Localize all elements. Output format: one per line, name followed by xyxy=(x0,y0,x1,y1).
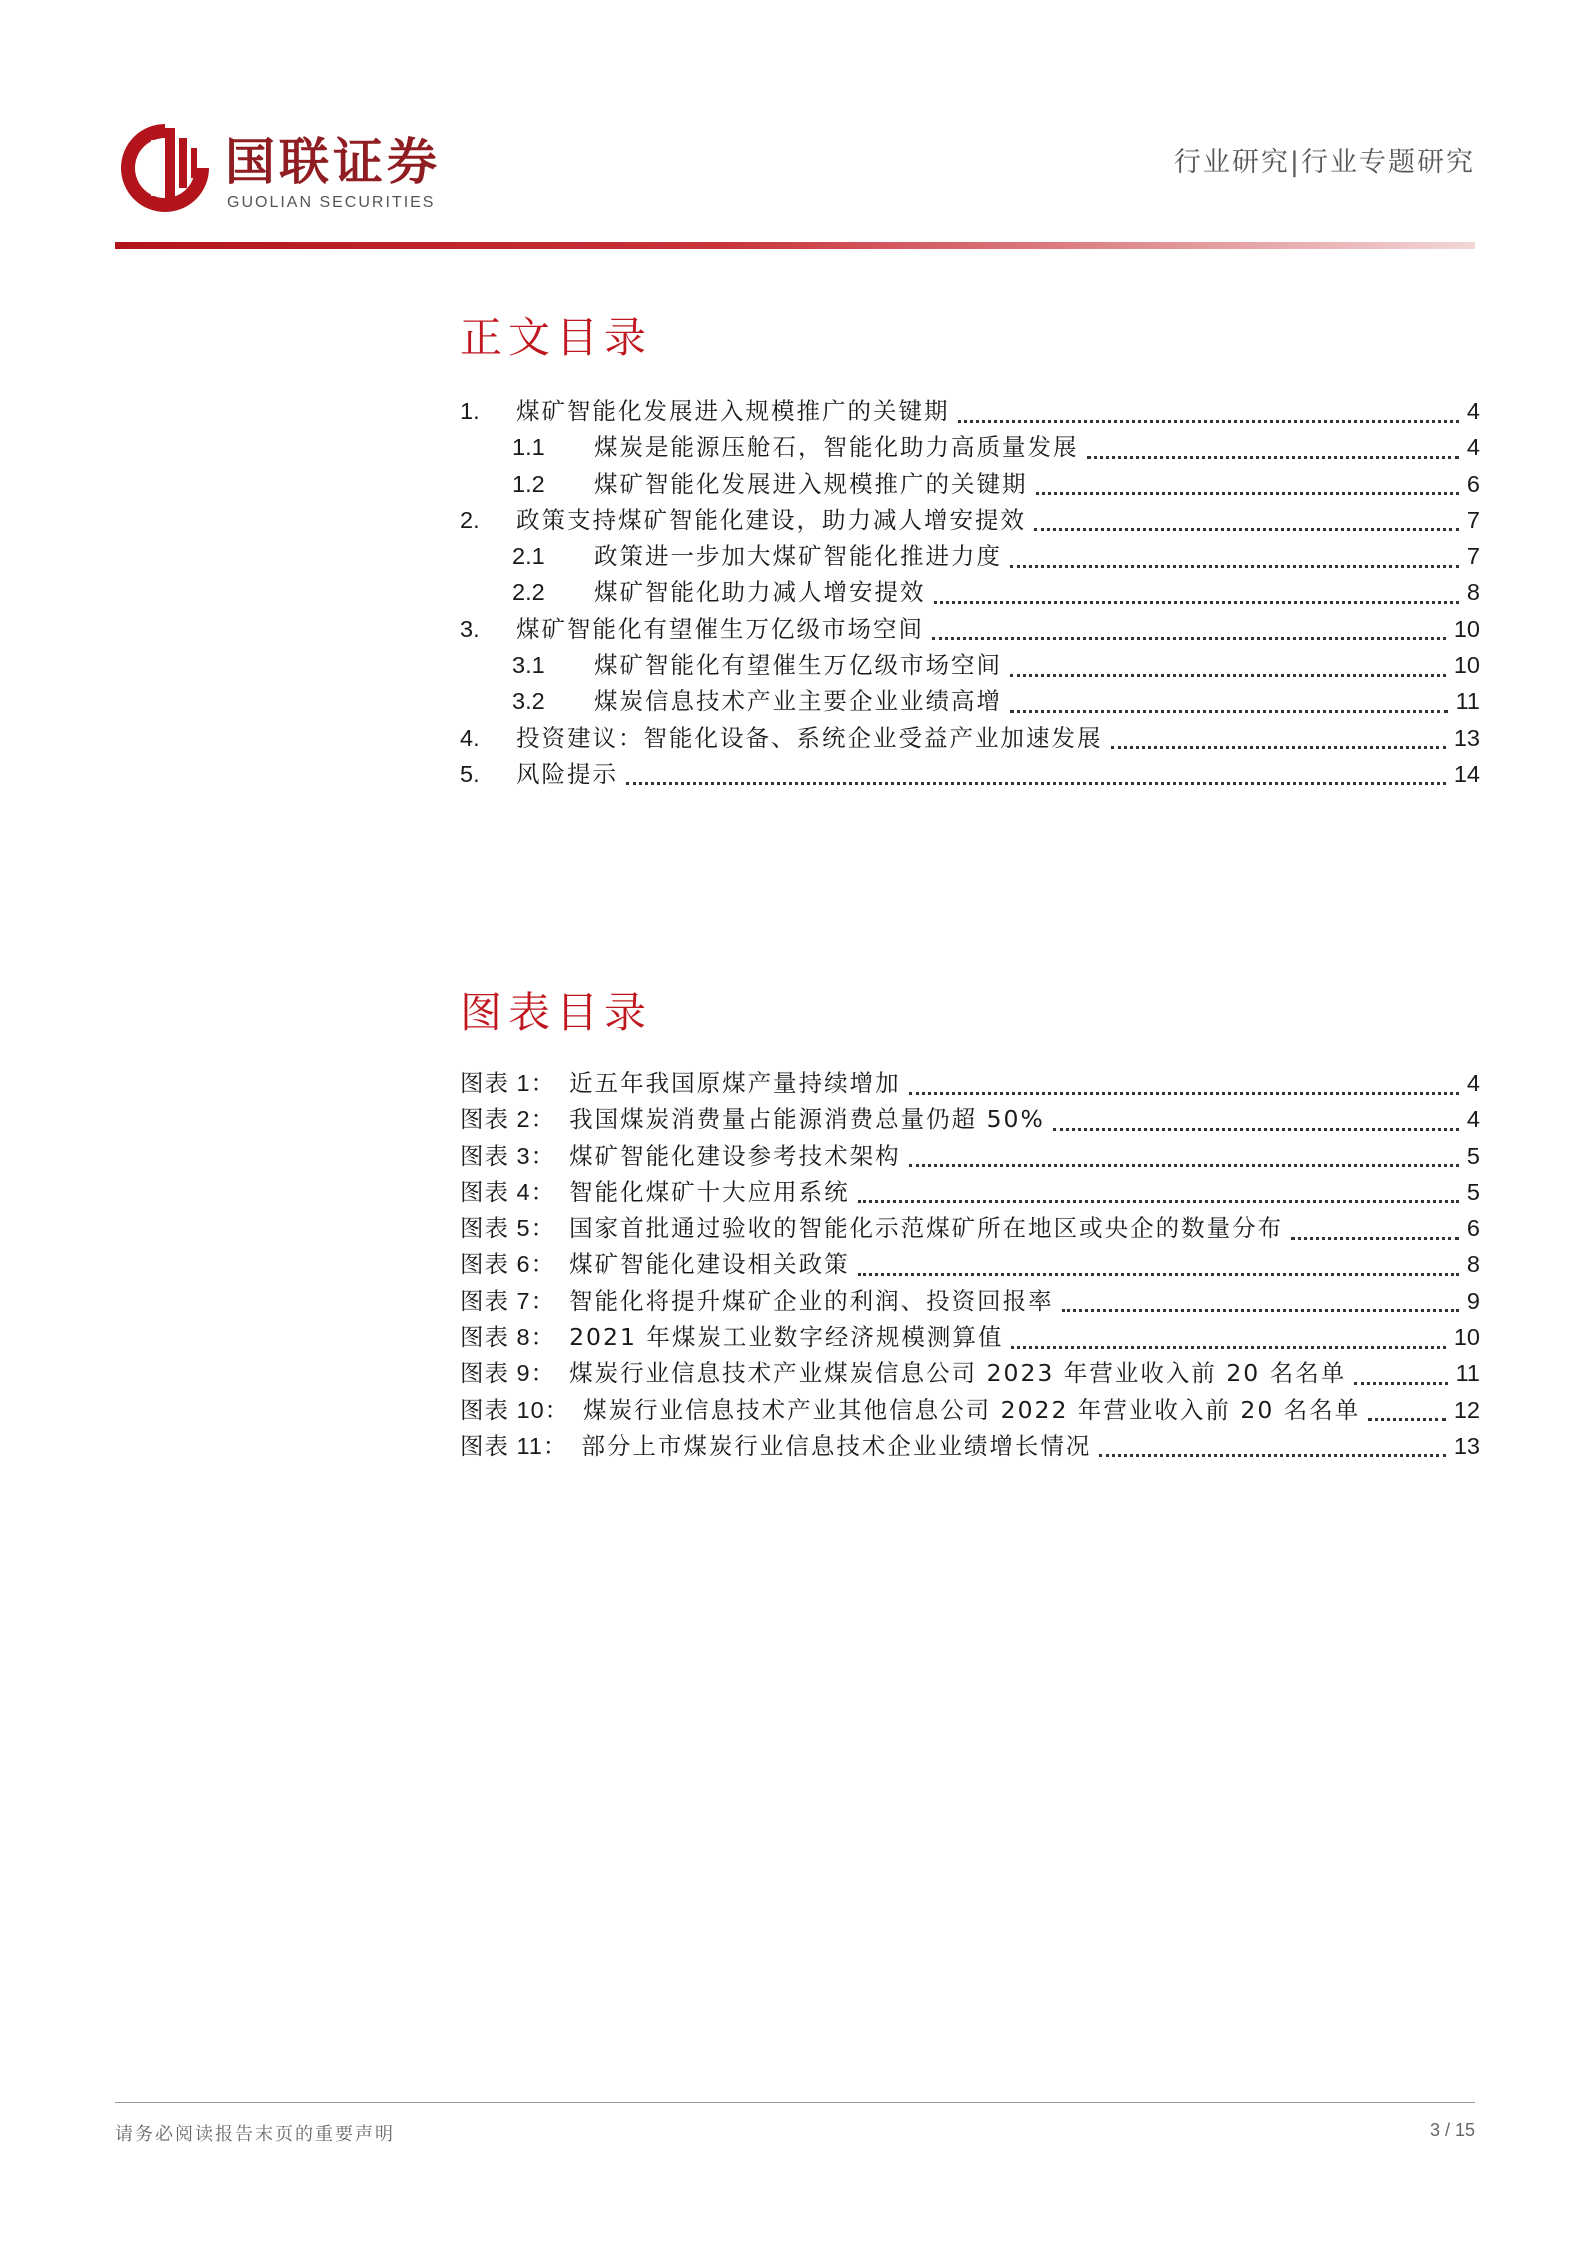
figure-entry[interactable] xyxy=(460,1100,1480,1136)
entry-page-number: 5 xyxy=(1466,1178,1480,1205)
figure-entry[interactable] xyxy=(460,1245,1480,1281)
entry-page-number: 10 xyxy=(1453,652,1480,679)
toc-entry[interactable] xyxy=(460,573,1480,609)
figure-entry[interactable] xyxy=(460,1354,1480,1390)
entry-title: 煤矿智能化建设参考技术架构 xyxy=(569,1141,901,1170)
entry-title: 智能化煤矿十大应用系统 xyxy=(569,1177,850,1206)
entry-page-number: 4 xyxy=(1466,398,1480,424)
entry-title: 2021 年煤炭工业数字经济规模测算值 xyxy=(569,1323,1004,1352)
entry-title: 煤矿智能化建设相关政策 xyxy=(569,1250,850,1279)
toc-entry[interactable] xyxy=(460,610,1480,646)
dot-leader xyxy=(858,1177,1459,1204)
figure-entry[interactable] xyxy=(460,1427,1480,1463)
entry-number: 图表 1： xyxy=(460,1070,556,1096)
figure-entry[interactable] xyxy=(460,1318,1480,1354)
entry-page-number: 6 xyxy=(1466,470,1480,497)
figure-entry[interactable] xyxy=(460,1391,1480,1427)
dot-leader xyxy=(1011,1322,1445,1349)
toc-entry[interactable] xyxy=(460,501,1480,537)
figure-entry[interactable] xyxy=(460,1282,1480,1318)
entry-number: 图表 4： xyxy=(460,1178,556,1205)
entry-title: 煤炭是能源压舱石，智能化助力高质量发展 xyxy=(594,433,1079,462)
guolian-logo xyxy=(115,118,535,218)
report-type: 行业研究|行业专题研究 xyxy=(1173,147,1475,178)
entry-page-number: 11 xyxy=(1455,688,1480,715)
dot-leader xyxy=(1368,1395,1446,1422)
entry-title: 煤炭行业信息技术产业煤炭信息公司 2023 年营业收入前 20 名名单 xyxy=(569,1359,1347,1388)
entry-number: 1.1 xyxy=(512,434,545,461)
entry-title: 近五年我国原煤产量持续增加 xyxy=(569,1069,901,1097)
dot-leader xyxy=(626,759,1446,786)
logo-en-text: GUOLIAN SECURITIES xyxy=(227,194,436,211)
dot-leader xyxy=(909,1141,1459,1168)
entry-number: 2. xyxy=(460,506,480,533)
entry-page-number: 7 xyxy=(1466,506,1480,533)
dot-leader xyxy=(932,614,1446,641)
toc-entry[interactable] xyxy=(460,537,1480,573)
entry-page-number: 10 xyxy=(1453,615,1480,642)
entry-title: 风险提示 xyxy=(516,759,618,788)
entry-title: 我国煤炭消费量占能源消费总量仍超 50% xyxy=(569,1105,1045,1134)
entry-title: 智能化将提升煤矿企业的利润、投资回报率 xyxy=(569,1286,1054,1315)
entry-number: 图表 11： xyxy=(460,1432,568,1459)
entry-number: 图表 3： xyxy=(460,1142,556,1169)
entry-title: 部分上市煤炭行业信息技术企业业绩增长情况 xyxy=(581,1431,1092,1460)
dot-leader xyxy=(1354,1358,1447,1385)
entry-title: 煤矿智能化有望催生万亿级市场空间 xyxy=(516,614,924,643)
entry-number: 图表 5： xyxy=(460,1215,556,1242)
toc-entry[interactable] xyxy=(460,428,1480,464)
toc-entry[interactable] xyxy=(460,646,1480,682)
logo-cn-text: 国联证券 xyxy=(225,133,441,191)
entry-number: 5. xyxy=(460,760,480,787)
entry-number: 4. xyxy=(460,724,480,751)
entry-page-number: 7 xyxy=(1466,543,1480,570)
entry-title: 煤炭信息技术产业主要企业业绩高增 xyxy=(594,687,1002,716)
figure-entry[interactable] xyxy=(460,1064,1480,1100)
entry-page-number: 14 xyxy=(1453,760,1480,787)
figure-entry[interactable] xyxy=(460,1173,1480,1209)
toc-entry[interactable] xyxy=(460,682,1480,718)
entry-number: 3.2 xyxy=(512,688,545,715)
dot-leader xyxy=(1010,650,1446,677)
figure-list-title: 图表目录 xyxy=(460,988,653,1037)
figure-list xyxy=(460,1064,1480,1463)
toc-entry[interactable] xyxy=(460,719,1480,755)
entry-title: 政策进一步加大煤矿智能化推进力度 xyxy=(594,542,1002,571)
entry-page-number: 4 xyxy=(1466,434,1480,461)
guolian-logo-icon xyxy=(115,118,215,218)
entry-page-number: 13 xyxy=(1453,724,1480,751)
entry-page-number: 8 xyxy=(1466,579,1480,606)
dot-leader xyxy=(1099,1431,1445,1458)
entry-page-number: 8 xyxy=(1466,1251,1480,1278)
figure-entry[interactable] xyxy=(460,1209,1480,1245)
entry-page-number: 5 xyxy=(1466,1142,1480,1169)
entry-title: 国家首批通过验收的智能化示范煤矿所在地区或央企的数量分布 xyxy=(569,1214,1284,1243)
entry-number: 图表 10： xyxy=(460,1396,570,1423)
toc-entry[interactable] xyxy=(460,392,1480,428)
page-number: 3 / 15 xyxy=(1429,2120,1475,2140)
entry-number: 1. xyxy=(460,398,480,424)
toc-list xyxy=(460,392,1480,791)
entry-number: 1.2 xyxy=(512,470,545,497)
entry-title: 煤矿智能化助力减人增安提效 xyxy=(594,578,926,607)
figure-entry[interactable] xyxy=(460,1137,1480,1173)
entry-title: 投资建议：智能化设备、系统企业受益产业加速发展 xyxy=(516,723,1103,752)
dot-leader xyxy=(858,1250,1459,1277)
dot-leader xyxy=(1010,541,1459,568)
entry-title: 煤矿智能化有望催生万亿级市场空间 xyxy=(594,651,1002,680)
entry-number: 3. xyxy=(460,615,480,642)
dot-leader xyxy=(1034,505,1459,532)
header-divider xyxy=(115,242,1475,249)
entry-title: 煤矿智能化发展进入规模推广的关键期 xyxy=(594,469,1028,498)
dot-leader xyxy=(934,578,1459,605)
footer-disclaimer: 请务必阅读报告末页的重要声明 xyxy=(115,2124,395,2145)
entry-page-number: 6 xyxy=(1466,1215,1480,1242)
entry-number: 图表 7： xyxy=(460,1287,556,1314)
dot-leader xyxy=(1010,686,1448,713)
entry-page-number: 10 xyxy=(1453,1324,1480,1351)
dot-leader xyxy=(1062,1286,1459,1313)
entry-page-number: 4 xyxy=(1466,1070,1480,1096)
dot-leader xyxy=(909,1068,1459,1095)
entry-number: 2.2 xyxy=(512,579,545,606)
dot-leader xyxy=(958,396,1459,423)
entry-page-number: 12 xyxy=(1453,1396,1480,1423)
dot-leader xyxy=(1036,469,1459,496)
entry-page-number: 4 xyxy=(1466,1106,1480,1133)
entry-number: 3.1 xyxy=(512,652,545,679)
entry-page-number: 11 xyxy=(1455,1360,1480,1387)
dot-leader xyxy=(1111,723,1446,750)
toc-title: 正文目录 xyxy=(460,313,653,362)
dot-leader xyxy=(1053,1104,1459,1131)
toc-entry[interactable] xyxy=(460,465,1480,501)
dot-leader xyxy=(1087,432,1459,459)
entry-number: 图表 9： xyxy=(460,1360,556,1387)
toc-entry[interactable] xyxy=(460,755,1480,791)
entry-number: 图表 2： xyxy=(460,1106,556,1133)
entry-page-number: 13 xyxy=(1453,1432,1480,1459)
footer-divider xyxy=(115,2102,1475,2103)
entry-number: 图表 6： xyxy=(460,1251,556,1278)
entry-page-number: 9 xyxy=(1466,1287,1480,1314)
page-header xyxy=(115,118,1475,248)
entry-title: 煤矿智能化发展进入规模推广的关键期 xyxy=(516,397,950,425)
entry-title: 政策支持煤矿智能化建设，助力减人增安提效 xyxy=(516,505,1026,534)
entry-number: 图表 8： xyxy=(460,1324,556,1351)
dot-leader xyxy=(1291,1213,1459,1240)
entry-title: 煤炭行业信息技术产业其他信息公司 2022 年营业收入前 20 名名单 xyxy=(583,1395,1361,1424)
entry-number: 2.1 xyxy=(512,543,545,570)
